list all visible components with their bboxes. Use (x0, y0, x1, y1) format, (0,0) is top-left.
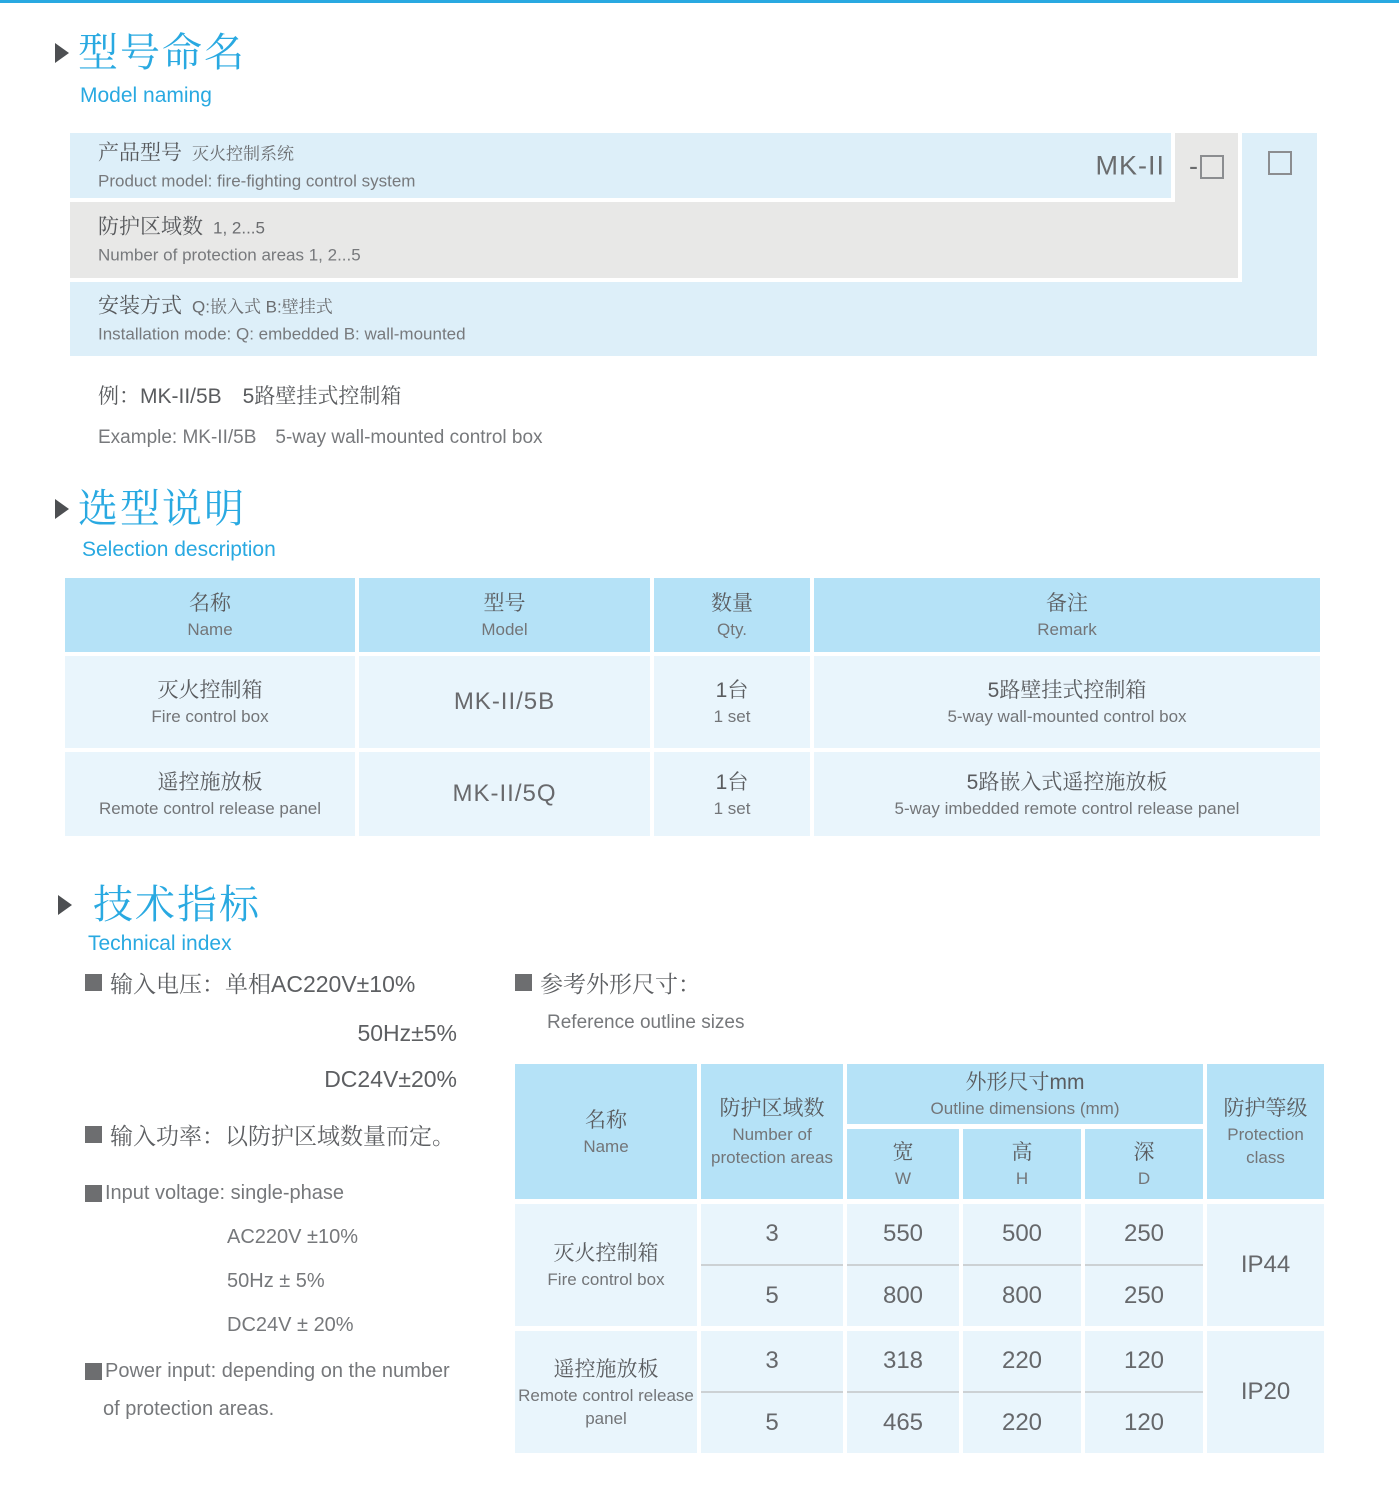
example-line-en: Example: MK-II/5B 5-way wall-mounted control box (98, 427, 543, 448)
arrow-icon (55, 43, 69, 63)
square-bullet-icon (515, 974, 532, 991)
dim-cell-width: 318 (847, 1331, 959, 1393)
cell-name: 灭火控制箱 Fire control box (65, 656, 355, 748)
dim-cell-height: 800 (963, 1266, 1081, 1331)
cell-qty: 1台 1 set (654, 752, 810, 836)
dim-cell-width: 465 (847, 1393, 959, 1453)
dim-header-class: 防护等级 Protection class (1207, 1064, 1324, 1204)
dim-header-outline: 外形尺寸mm Outline dimensions (mm) (847, 1064, 1203, 1129)
dim-cell-height: 220 (963, 1331, 1081, 1393)
dim-cell-width: 800 (847, 1266, 959, 1331)
dim-cell-protection-class: IP44 (1207, 1204, 1324, 1331)
dim-cell-width: 550 (847, 1204, 959, 1266)
dim-cell-height: 220 (963, 1393, 1081, 1453)
example-line-cn: 例：MK-II/5B 5路壁挂式控制箱 (98, 385, 402, 408)
section-title-cn: 技术指标 (93, 883, 261, 927)
section-selection-title (55, 486, 246, 532)
dim-header-width: 宽 W (847, 1129, 959, 1204)
table-row (515, 1204, 1324, 1266)
arrow-icon (58, 895, 72, 915)
selection-header-model: 型号 Model (359, 578, 650, 652)
spec-voltage-cont-cn: 50Hz±5% (357, 1020, 457, 1046)
spec-input-power-en-cont: of protection areas. (103, 1398, 275, 1420)
table-row (65, 656, 1320, 748)
section-title-en: Model naming (80, 84, 212, 107)
dim-cell-height: 500 (963, 1204, 1081, 1266)
code-placeholder-box-icon (1200, 155, 1224, 179)
dim-header-areas: 防护区域数 Number of protection areas (701, 1064, 843, 1204)
naming-row-areas-cn: 防护区域数 1, 2...5 (98, 215, 265, 239)
table-row (515, 1331, 1324, 1393)
arrow-icon (55, 499, 69, 519)
dim-cell-depth: 250 (1085, 1266, 1203, 1331)
naming-row-areas (70, 202, 1238, 278)
code-placeholder-box-icon (1268, 151, 1292, 175)
spec-voltage-cont-en: DC24V ± 20% (227, 1314, 354, 1336)
spec-voltage-cont-en: AC220V ±10% (227, 1226, 359, 1248)
dim-header-height: 高 H (963, 1129, 1081, 1204)
naming-row-product-cn: 产品型号 灭火控制系统 (98, 141, 294, 164)
spec-input-voltage-cn: 输入电压：单相AC220V±10% (85, 966, 415, 999)
cell-remark: 5路壁挂式控制箱 5-way wall-mounted control box (814, 656, 1320, 748)
spec-voltage-cont-cn: DC24V±20% (324, 1066, 457, 1092)
cell-qty: 1台 1 set (654, 656, 810, 748)
technical-specs (85, 966, 457, 1444)
square-bullet-icon (85, 1363, 102, 1380)
reference-sizes-label-cn: 参考外形尺寸： (515, 966, 701, 999)
section-title-cn: 型号命名 (78, 31, 246, 75)
dim-cell-areas: 3 (701, 1204, 843, 1266)
cell-remark: 5路嵌入式遥控施放板 5-way imbedded remote control release panel (814, 752, 1320, 836)
naming-row-product-en: Product model: fire-fighting control system (98, 171, 416, 190)
square-bullet-icon (85, 1126, 102, 1143)
code-slot-installation (1242, 151, 1317, 175)
naming-row-areas-en: Number of protection areas 1, 2...5 (98, 245, 361, 265)
cell-model: MK-II/5B (359, 656, 650, 748)
naming-row-product (70, 133, 1171, 198)
naming-row-installation-en: Installation mode: Q: embedded B: wall-mounted (98, 324, 466, 344)
code-slot-areas (1175, 151, 1238, 182)
naming-row-installation (70, 282, 1317, 356)
section-title-en: Selection description (82, 538, 276, 561)
section-technical-title (58, 882, 261, 928)
dim-cell-depth: 250 (1085, 1204, 1203, 1266)
spec-input-voltage-en: Input voltage: single-phase (85, 1182, 344, 1205)
dim-cell-areas: 3 (701, 1331, 843, 1393)
code-dash: - (1189, 151, 1198, 181)
dim-cell-name: 灭火控制箱 Fire control box (515, 1204, 697, 1331)
spec-input-power-cn: 输入功率：以防护区域数量而定。 (85, 1118, 455, 1151)
naming-row-installation-cn: 安装方式 Q:嵌入式 B:壁挂式 (98, 294, 333, 318)
dim-cell-depth: 120 (1085, 1393, 1203, 1453)
dim-cell-depth: 120 (1085, 1331, 1203, 1393)
dim-cell-name: 遥控施放板 Remote control release panel (515, 1331, 697, 1453)
reference-sizes-label-en: Reference outline sizes (547, 1012, 745, 1033)
dim-cell-areas: 5 (701, 1393, 843, 1453)
dim-cell-areas: 5 (701, 1266, 843, 1331)
square-bullet-icon (85, 1185, 102, 1202)
model-code-prefix: MK-II (1095, 150, 1165, 180)
square-bullet-icon (85, 974, 102, 991)
section-title-cn: 选型说明 (78, 487, 246, 531)
section-model-naming-title (55, 30, 246, 76)
cell-name: 遥控施放板 Remote control release panel (65, 752, 355, 836)
spec-input-power-en: Power input: depending on the number (85, 1360, 450, 1383)
naming-diagram (70, 133, 1317, 356)
dim-header-depth: 深 D (1085, 1129, 1203, 1204)
dim-header-name: 名称 Name (515, 1064, 697, 1204)
selection-header-qty: 数量 Qty. (654, 578, 810, 652)
spec-voltage-cont-en: 50Hz ± 5% (227, 1270, 325, 1292)
selection-table (61, 574, 1324, 840)
selection-header-name: 名称 Name (65, 578, 355, 652)
dimensions-table (511, 1064, 1328, 1453)
selection-header-remark: 备注 Remark (814, 578, 1320, 652)
dim-cell-protection-class: IP20 (1207, 1331, 1324, 1453)
model-example (98, 382, 543, 449)
section-title-en: Technical index (88, 932, 232, 955)
top-accent-bar (0, 0, 1399, 3)
cell-model: MK-II/5Q (359, 752, 650, 836)
table-row (65, 752, 1320, 836)
